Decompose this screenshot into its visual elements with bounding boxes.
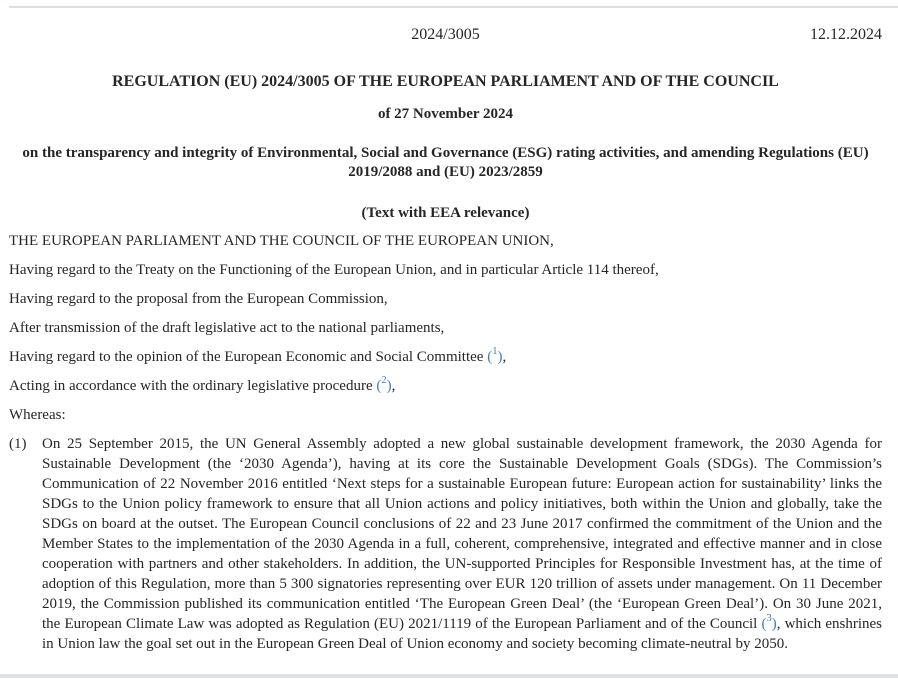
citation-paragraph-4: [9, 347, 882, 367]
citation-trailing-punctuation: ,: [502, 349, 507, 365]
footnote-number: 2: [381, 375, 387, 386]
recital-number: (1): [9, 436, 27, 452]
footnote-link-2[interactable]: [376, 375, 392, 394]
footnote-number: 3: [766, 613, 772, 624]
footnote-link-3[interactable]: [761, 613, 777, 632]
citation-text: Having regard to the Treaty on the Functioning of the European Union, and in particular Article 114 thereof,: [9, 262, 659, 278]
recital-text-after: , which enshrines in Union law the goal set out in the European Green Deal of Union economy and society becoming climate-neutral by 2050.: [42, 616, 883, 652]
regulation-title: REGULATION (EU) 2024/3005 OF THE EUROPEAN PARLIAMENT AND OF THE COUNCIL: [112, 73, 779, 90]
citation-paragraph-5: [9, 376, 882, 396]
citation-paragraph-1: [9, 260, 882, 280]
footnote-paren-close: ): [497, 349, 503, 365]
recital-1: [9, 434, 882, 654]
citation-paragraph-3: [9, 318, 882, 338]
footnote-paren-open: (: [761, 616, 767, 632]
citation-text: Having regard to the proposal from the European Commission,: [9, 291, 388, 307]
document-number: 2024/3005: [411, 26, 480, 43]
bottom-divider: [0, 674, 898, 678]
footnote-paren-close: ): [386, 378, 392, 394]
document-header: [9, 0, 882, 45]
citation-text: After transmission of the draft legislative act to the national parliaments,: [9, 320, 445, 336]
recital-text-before: On 25 September 2015, the UN General Assembly adopted a new global sustainable development framework, the 2030 Agenda for Sustainable Development (the ‘2030 Agenda’), having at its core the Sustainable Development Goals (SDGs). The Commission’s Communication of 22 November 2016 entitled ‘Next steps for a sustainable European future: European action for sustainability’ links the SDGs to the Union policy framework to ensure that all Union actions and policy initiatives, both within the Union and globally, take the SDGs on board at the outset. The European Council conclusions of 22 and 23 June 2017 confirmed the commitment of the Union and the Member States to the implementation of the 2030 Agenda in a full, coherent, comprehensive, integrated and effective manner and in close cooperation with partners and other stakeholders. In addition, the UN-supported Principles for Responsible Investment has, at the time of adoption of this Regulation, more than 5 300 signatories representing over EUR 120 trillion of assets under management. On 11 December 2019, the Commission published its communication entitled ‘The European Green Deal’ (the ‘European Green Deal’). On 30 June 2021, the European Climate Law was adopted as Regulation (EU) 2021/1119 of the European Parliament and of the Council: [42, 436, 882, 632]
document-date: 12.12.2024: [810, 26, 882, 43]
footnote-number: 1: [492, 346, 498, 357]
whereas-label: Whereas:: [9, 407, 66, 423]
regulation-subject: on the transparency and integrity of Environmental, Social and Governance (ESG) rating activities, and amending Regulations (EU) 2019/2088 and (EU) 2023/2859: [22, 145, 869, 180]
footnote-paren-open: (: [487, 349, 493, 365]
recital-text: [42, 434, 882, 654]
footnote-paren-open: (: [376, 378, 382, 394]
footnote-paren-close: ): [771, 616, 777, 632]
citation-paragraph-2: [9, 289, 882, 309]
citation-trailing-punctuation: ,: [391, 378, 396, 394]
citation-text: Acting in accordance with the ordinary legislative procedure: [9, 378, 373, 394]
citation-text: Having regard to the opinion of the European Economic and Social Committee: [9, 349, 484, 365]
eea-relevance-note: (Text with EEA relevance): [361, 205, 530, 221]
footnote-link-1[interactable]: [487, 346, 503, 365]
preamble-opening: THE EUROPEAN PARLIAMENT AND THE COUNCIL OF THE EUROPEAN UNION,: [9, 233, 554, 249]
adoption-date: of 27 November 2024: [377, 106, 514, 122]
